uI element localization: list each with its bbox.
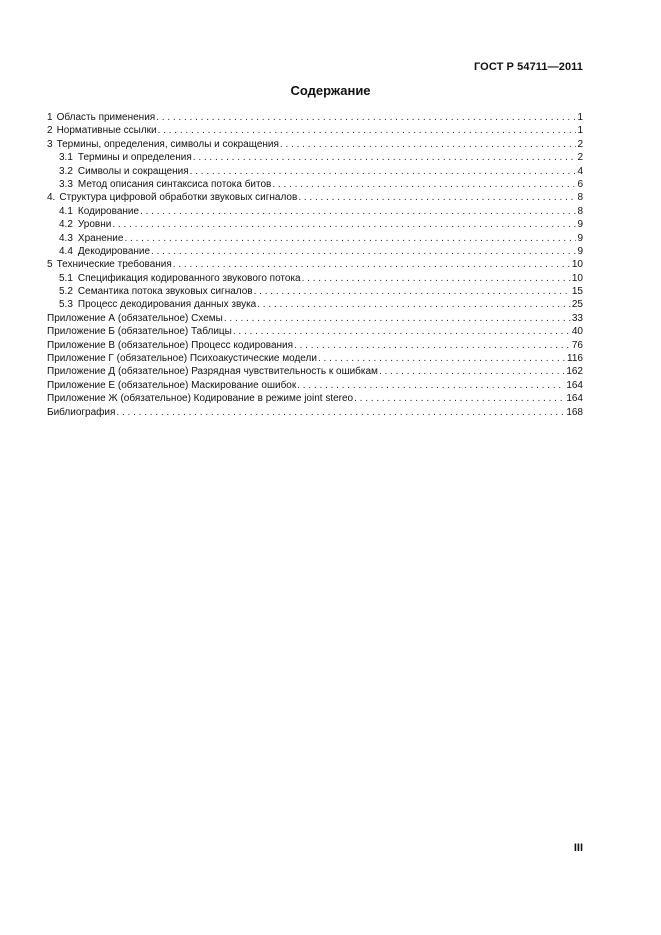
toc-dot-leader [190, 165, 577, 178]
toc-entry[interactable] [47, 365, 583, 378]
toc-dot-leader [112, 218, 576, 231]
toc-dot-leader [254, 285, 571, 298]
toc-entry[interactable] [47, 165, 583, 178]
toc-dot-leader [297, 379, 565, 392]
toc-entry-page: 164 [566, 379, 583, 391]
toc-entry-number: 5.3 [59, 299, 73, 311]
toc-dot-leader [294, 339, 571, 352]
toc-entry-title: Спецификация кодированного звукового потока [77, 272, 301, 284]
toc-entry[interactable] [47, 285, 583, 298]
toc-entry-page: 164 [566, 393, 583, 405]
toc-entry-title: Метод описания синтаксиса потока битов [77, 178, 272, 190]
page-number: III [573, 842, 583, 854]
toc-entry-title: Приложение Д (обязательное) Разрядная чувствительность к ошибкам [47, 366, 378, 378]
toc-entry-page: 10 [571, 272, 583, 284]
toc-entry-title: Декодирование [77, 245, 151, 257]
toc-entry-page: 1 [577, 112, 583, 123]
toc-entry[interactable] [47, 298, 583, 311]
toc-entry-page: 116 [567, 353, 583, 365]
document-code: ГОСТ Р 54711—2011 [473, 61, 583, 73]
toc-dot-leader [379, 365, 565, 378]
toc-entry-title: Символы и сокращения [77, 165, 189, 177]
toc-entry[interactable] [47, 205, 583, 218]
toc-entry-page: 4 [577, 165, 583, 177]
toc-entry-title: Хранение [77, 232, 124, 244]
toc-dot-leader [158, 124, 577, 137]
toc-dot-leader [193, 151, 577, 164]
toc-dot-leader [124, 232, 576, 245]
toc-entry[interactable] [47, 232, 583, 245]
toc-entry-title: Уровни [77, 219, 112, 231]
toc-entry-title: Термины и определения [77, 152, 192, 164]
toc-dot-leader [272, 178, 576, 191]
toc-entry[interactable] [47, 245, 583, 258]
toc-entry-number: 4.1 [59, 205, 73, 217]
toc-entry[interactable] [47, 138, 583, 151]
toc-entry-title: Термины, определения, символы и сокращения [56, 138, 279, 150]
toc-entry-title: Приложение Е (обязательное) Маскирование ошибок [47, 379, 297, 391]
toc-entry[interactable] [47, 325, 583, 338]
toc-entry-number: 4. [47, 192, 56, 204]
toc-entry-title: Нормативные ссылки [56, 125, 157, 137]
toc-entry-page: 168 [566, 406, 583, 418]
toc-dot-leader [151, 245, 576, 258]
toc-entry-title: Семантика потока звуковых сигналов [77, 286, 253, 298]
toc-entry-title: Область применения [56, 112, 156, 123]
toc-entry-page: 76 [571, 339, 583, 351]
toc-entry-page: 15 [571, 286, 583, 298]
toc-entry-title: Приложение Б (обязательное) Таблицы [47, 326, 232, 338]
toc-entry[interactable] [47, 312, 583, 325]
toc-entry-page: 9 [577, 245, 583, 257]
toc-entry[interactable] [47, 352, 583, 365]
toc-entry-page: 6 [577, 178, 583, 190]
toc-entry-number: 4.3 [59, 232, 73, 244]
toc-dot-leader [302, 272, 571, 285]
toc-entry-page: 25 [571, 299, 583, 311]
toc-entry[interactable] [47, 151, 583, 164]
toc-entry-title: Процесс декодирования данных звука [77, 299, 257, 311]
toc-dot-leader [257, 298, 571, 311]
toc-entry-page: 40 [571, 326, 583, 338]
toc-entry-title: Приложение В (обязательное) Процесс кодирования [47, 339, 294, 351]
toc-entry-page: 8 [577, 192, 583, 204]
toc-entry-number: 4.2 [59, 219, 73, 231]
toc-entry-number: 1 [47, 112, 53, 123]
toc-dot-leader [280, 138, 577, 151]
toc-entry-page: 2 [577, 138, 583, 150]
toc-entry-title: Кодирование [77, 205, 140, 217]
toc-dot-leader [318, 352, 566, 365]
toc-dot-leader [116, 406, 565, 419]
table-of-contents [47, 111, 583, 419]
toc-dot-leader [140, 205, 576, 218]
toc-entry-title: Структура цифровой обработки звуковых сигналов [59, 192, 298, 204]
toc-dot-leader [354, 392, 565, 405]
toc-entry-number: 3.3 [59, 178, 73, 190]
toc-title: Содержание [290, 83, 371, 98]
toc-dot-leader [173, 258, 571, 271]
toc-entry-title: Технические требования [56, 259, 172, 271]
toc-entry-page: 33 [571, 312, 583, 324]
toc-entry[interactable] [47, 124, 583, 137]
toc-entry[interactable] [47, 272, 583, 285]
toc-entry-page: 2 [577, 152, 583, 164]
toc-dot-leader [298, 191, 576, 204]
toc-entry[interactable] [47, 111, 583, 124]
toc-entry-page: 10 [571, 259, 583, 271]
toc-entry-title: Приложение А (обязательное) Схемы [47, 312, 223, 324]
toc-entry-page: 9 [577, 219, 583, 231]
toc-entry-page: 1 [577, 125, 583, 137]
toc-entry-number: 5.2 [59, 286, 73, 298]
toc-dot-leader [156, 111, 576, 124]
toc-entry-page: 162 [566, 366, 583, 378]
toc-entry-page: 9 [577, 232, 583, 244]
toc-entry-title: Библиография [47, 406, 116, 418]
toc-entry-title: Приложение Г (обязательное) Психоакустические модели [47, 353, 317, 365]
toc-entry[interactable] [47, 178, 583, 191]
toc-entry[interactable] [47, 406, 583, 419]
toc-entry-number: 4.4 [59, 245, 73, 257]
toc-entry-number: 5.1 [59, 272, 73, 284]
toc-entry-number: 3.1 [59, 152, 73, 164]
toc-entry[interactable] [47, 339, 583, 352]
toc-entry-number: 2 [47, 125, 53, 137]
toc-entry[interactable] [47, 218, 583, 231]
toc-dot-leader [224, 312, 571, 325]
toc-entry-page: 8 [577, 205, 583, 217]
toc-entry[interactable] [47, 191, 583, 204]
toc-entry[interactable] [47, 379, 583, 392]
toc-entry[interactable] [47, 392, 583, 405]
toc-dot-leader [233, 325, 571, 338]
toc-entry-number: 3 [47, 138, 53, 150]
toc-entry-number: 3.2 [59, 165, 73, 177]
toc-entry-title: Приложение Ж (обязательное) Кодирование в режиме joint stereo [47, 393, 354, 405]
toc-entry[interactable] [47, 258, 583, 271]
toc-entry-number: 5 [47, 259, 53, 271]
